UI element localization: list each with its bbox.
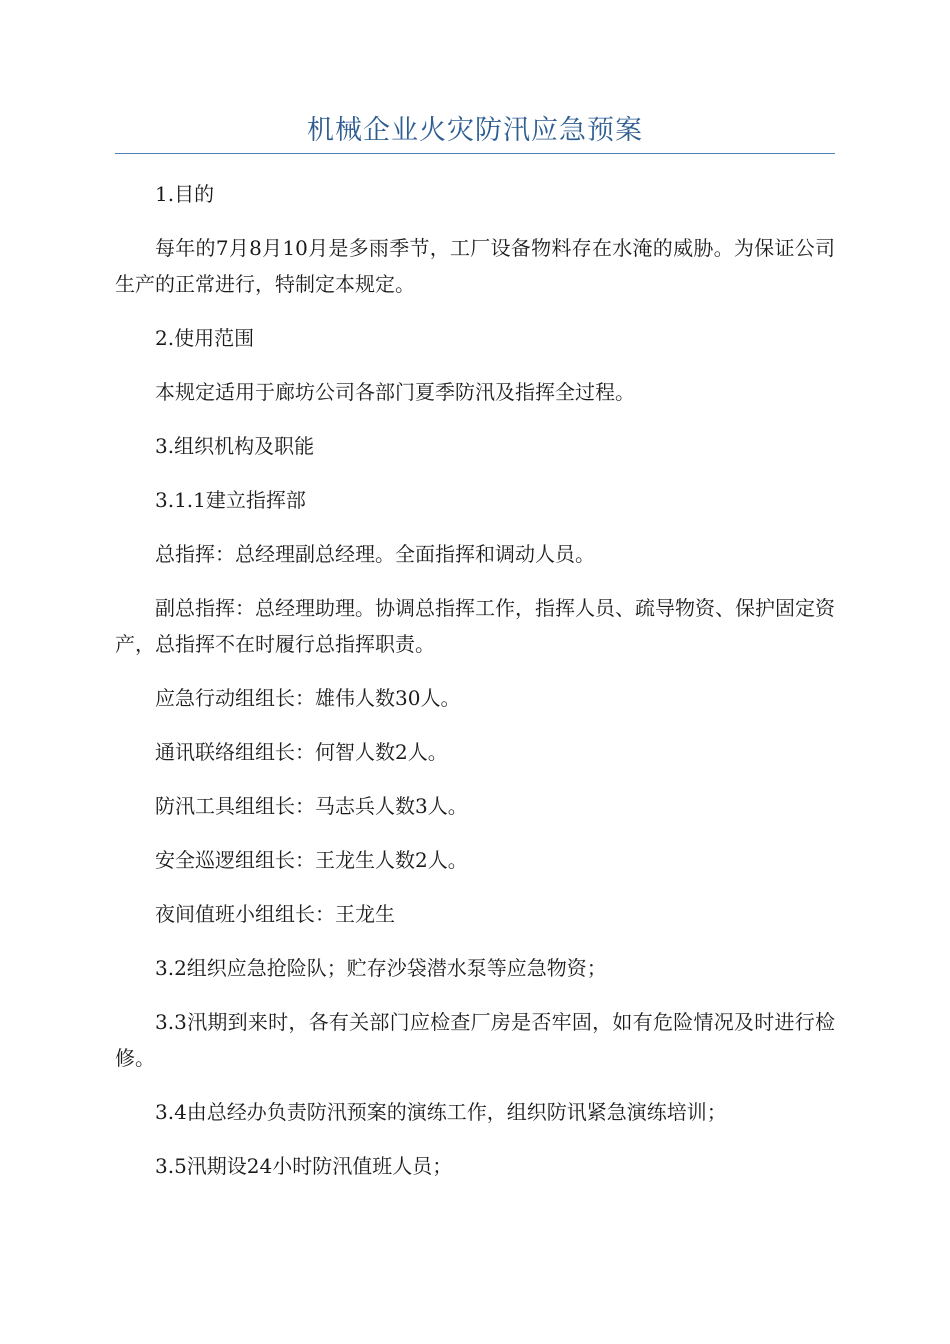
paragraph-communication-team: 通讯联络组组长：何智人数2人。 (155, 740, 448, 764)
paragraph-inspection: 3.3汛期到来时，各有关部门应检查厂房是否牢固，如有危险情况及时进行检修。 (115, 1010, 835, 1070)
paragraph-scope-heading: 2.使用范围 (155, 326, 255, 350)
paragraph-deputy-commander: 副总指挥：总经理助理。协调总指挥工作，指挥人员、疏导物资、保护固定资产，总指挥不在时履行总指挥职责。 (115, 596, 835, 656)
document-body (115, 176, 835, 1184)
paragraph-purpose-heading: 1.目的 (155, 182, 215, 206)
paragraph-action-team: 应急行动组组长：雄伟人数30人。 (155, 686, 461, 710)
paragraph-scope-text: 本规定适用于廊坊公司各部门夏季防汛及指挥全过程。 (155, 380, 635, 404)
paragraph-night-team: 夜间值班小组组长：王龙生 (155, 902, 395, 926)
title-underline (115, 153, 835, 154)
paragraph-tools-team: 防汛工具组组长：马志兵人数3人。 (155, 794, 468, 818)
paragraph-duty: 3.5汛期设24小时防汛值班人员； (155, 1154, 453, 1178)
paragraph-purpose-text: 每年的7月8月10月是多雨季节，工厂设备物料存在水淹的威胁。为保证公司生产的正常进行，特制定本规定。 (115, 236, 835, 296)
paragraph-rescue-team: 3.2组织应急抢险队；贮存沙袋潜水泵等应急物资； (155, 956, 607, 980)
document-title: 机械企业火灾防汛应急预案 (307, 115, 643, 146)
paragraph-command-heading: 3.1.1建立指挥部 (155, 488, 306, 512)
paragraph-drill: 3.4由总经办负责防汛预案的演练工作，组织防讯紧急演练培训； (155, 1100, 727, 1124)
paragraph-organization-heading: 3.组织机构及职能 (155, 434, 315, 458)
paragraph-commander: 总指挥：总经理副总经理。全面指挥和调动人员。 (155, 542, 595, 566)
paragraph-patrol-team: 安全巡逻组组长：王龙生人数2人。 (155, 848, 468, 872)
